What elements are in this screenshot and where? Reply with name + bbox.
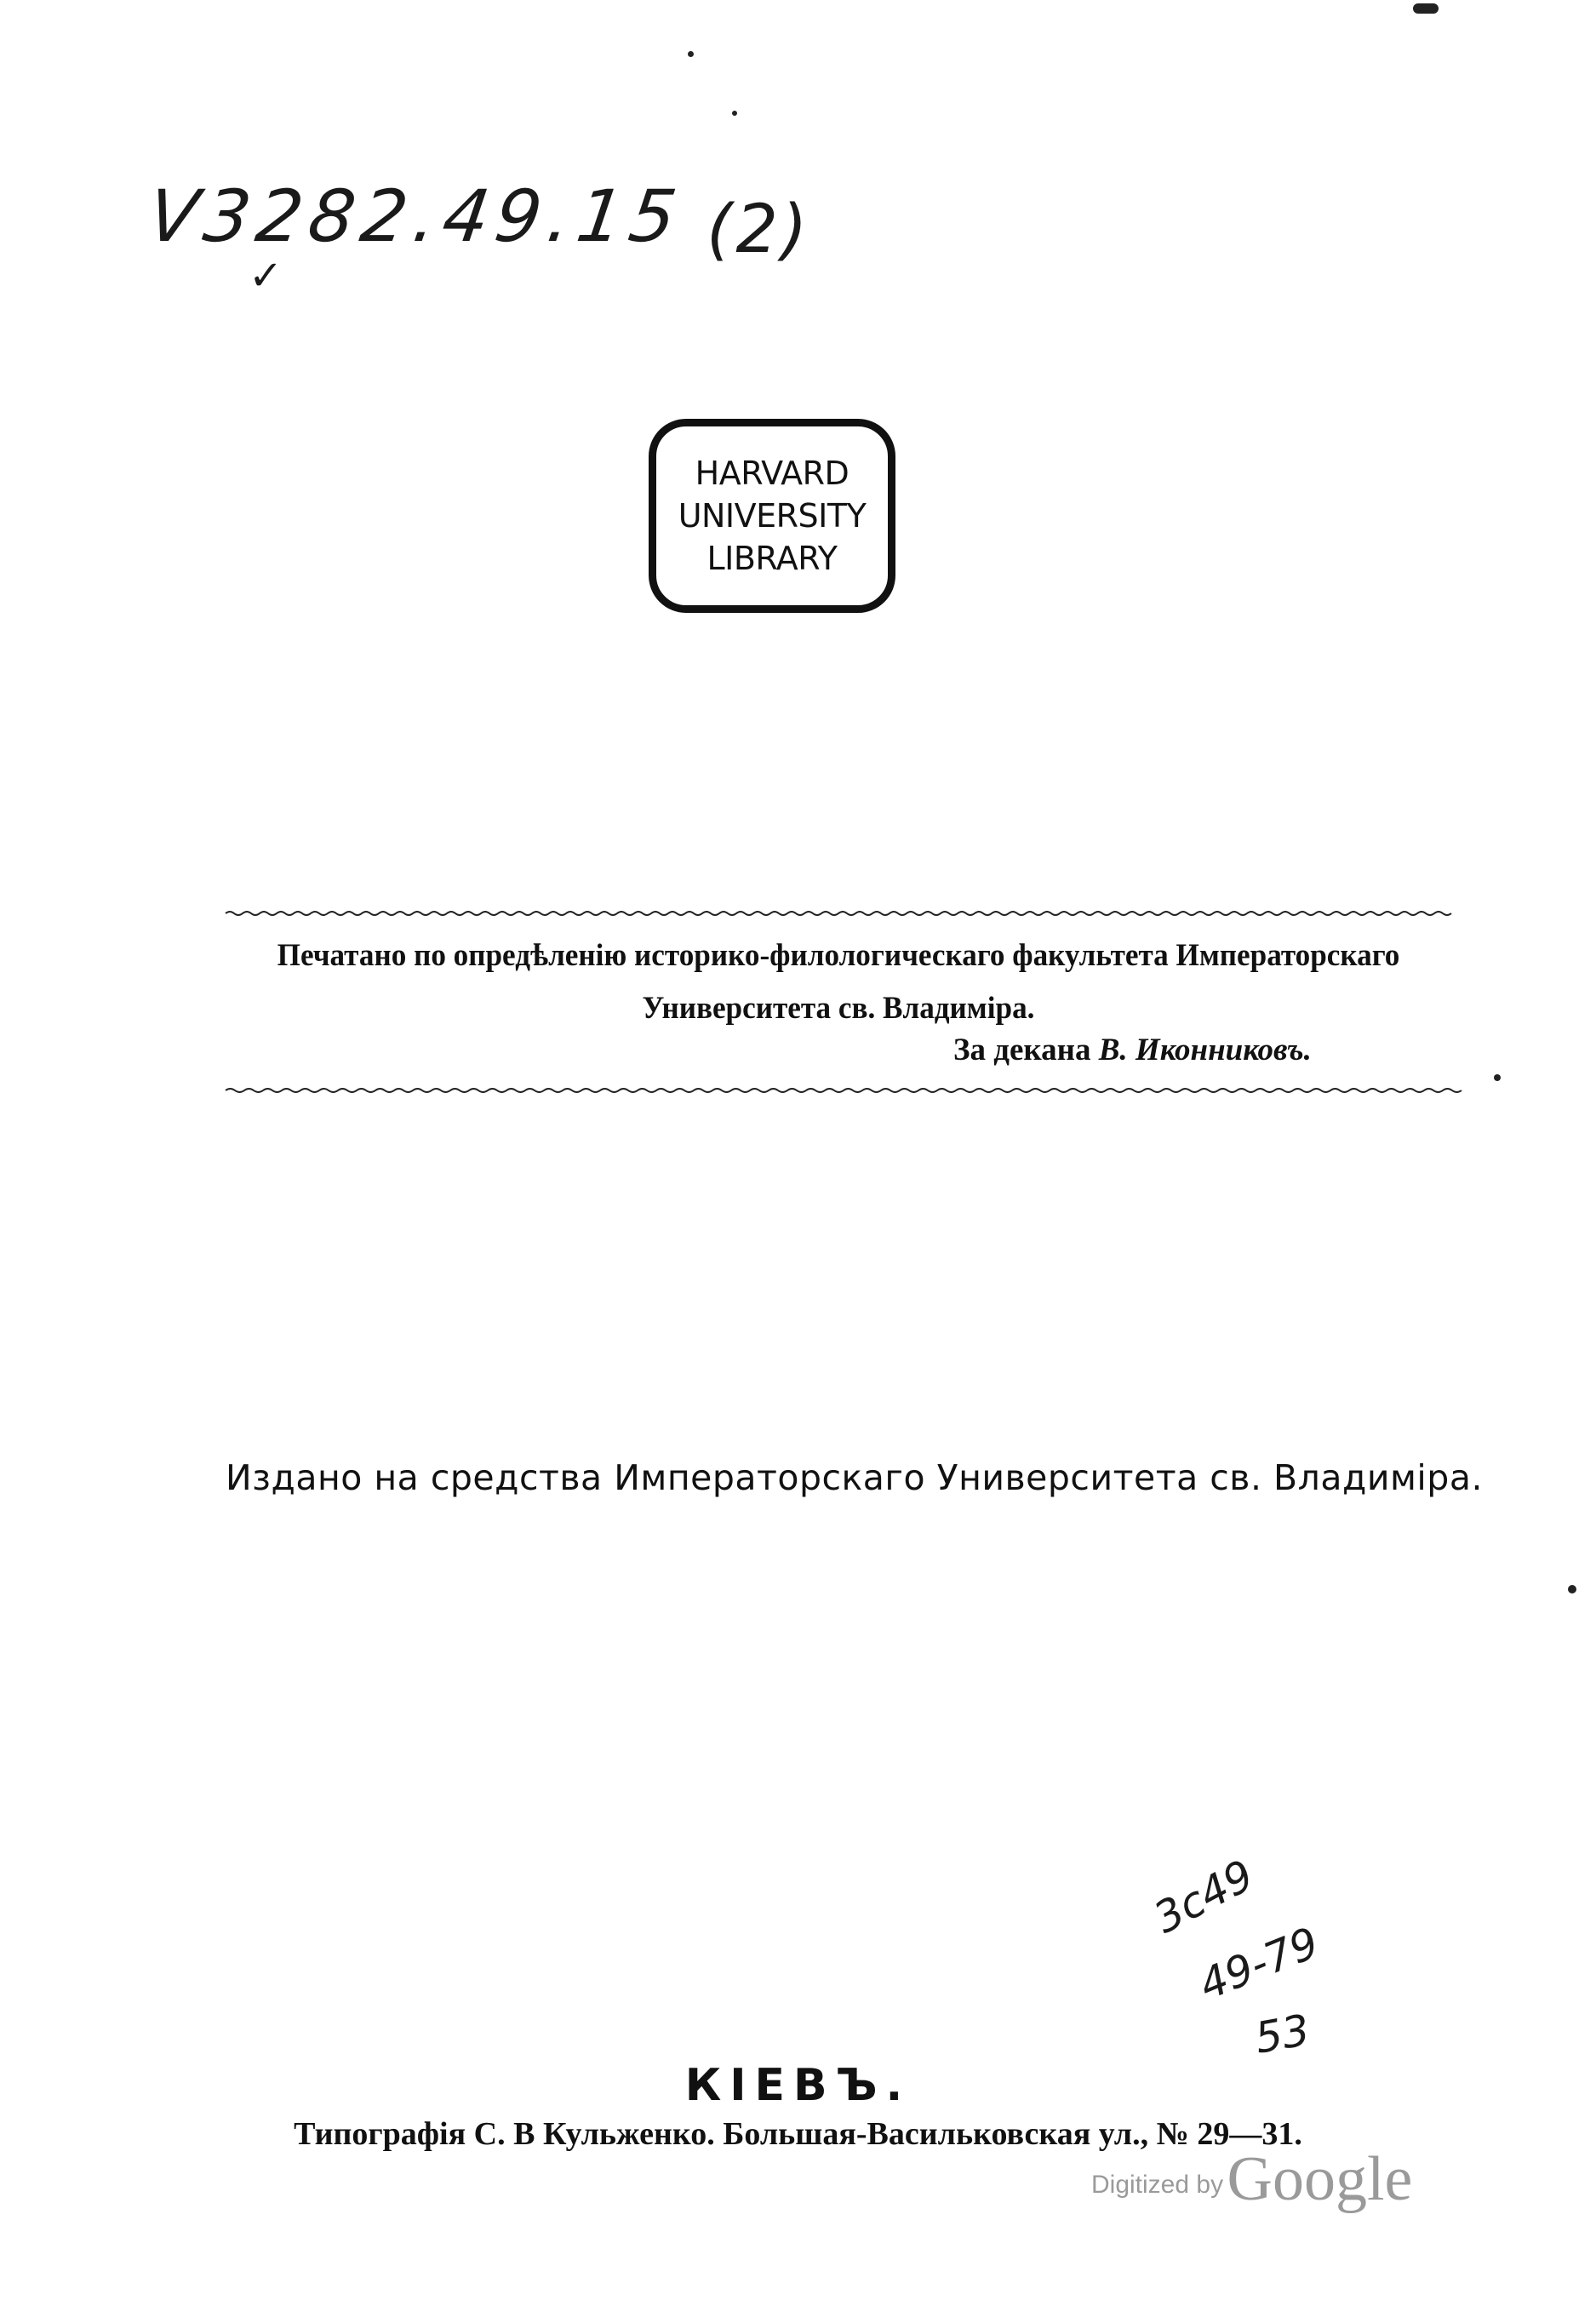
imprimatur-line-1: Печатано по опредѣленію историко-филологическаго факультета Императорскаго (277, 938, 1400, 973)
scan-speck (688, 51, 694, 57)
dean-name: В. Иконниковъ. (1098, 1033, 1312, 1067)
shelf-mark-1: 3c49 (1146, 1850, 1262, 1943)
imprint-printer: Типографія С. В Кульженко. Большая-Васильковская ул., № 29—31. (294, 2116, 1302, 2152)
digitization-watermark (1091, 2143, 1412, 2216)
shelf-mark-3: 53 (1251, 2005, 1313, 2063)
handwritten-call-number: V3282.49.15 (143, 175, 689, 258)
handwritten-volume: (2) (706, 192, 811, 268)
scan-mark (1413, 3, 1439, 14)
shelf-mark-2: 49-79 (1192, 1917, 1326, 2011)
imprimatur-line-2: Университета св. Владиміра. (642, 991, 1035, 1026)
stamp-text: HARVARD UNIVERSITY LIBRARY (678, 455, 867, 577)
imprint-city: КІЕВЪ. (684, 2060, 912, 2111)
scan-speck (1494, 1074, 1501, 1081)
watermark-prefix: Digitized by (1091, 2171, 1224, 2199)
handwritten-shelf-marks (1146, 1850, 1345, 2068)
publication-note: Издано на средства Императорскаго Университета св. Владиміра. (226, 1457, 1483, 1498)
imprimatur-text (256, 930, 1421, 1035)
dean-prefix: За декана (953, 1033, 1091, 1067)
scan-speck (732, 111, 737, 116)
bottom-wavy-rule (226, 1086, 1451, 1095)
scan-speck (1568, 1585, 1576, 1593)
top-wavy-rule (226, 909, 1451, 918)
harvard-library-stamp (649, 419, 895, 613)
google-logo: Google (1227, 2144, 1413, 2214)
dean-signature-line (953, 1032, 1312, 1068)
check-mark-icon: ✓ (249, 252, 283, 300)
